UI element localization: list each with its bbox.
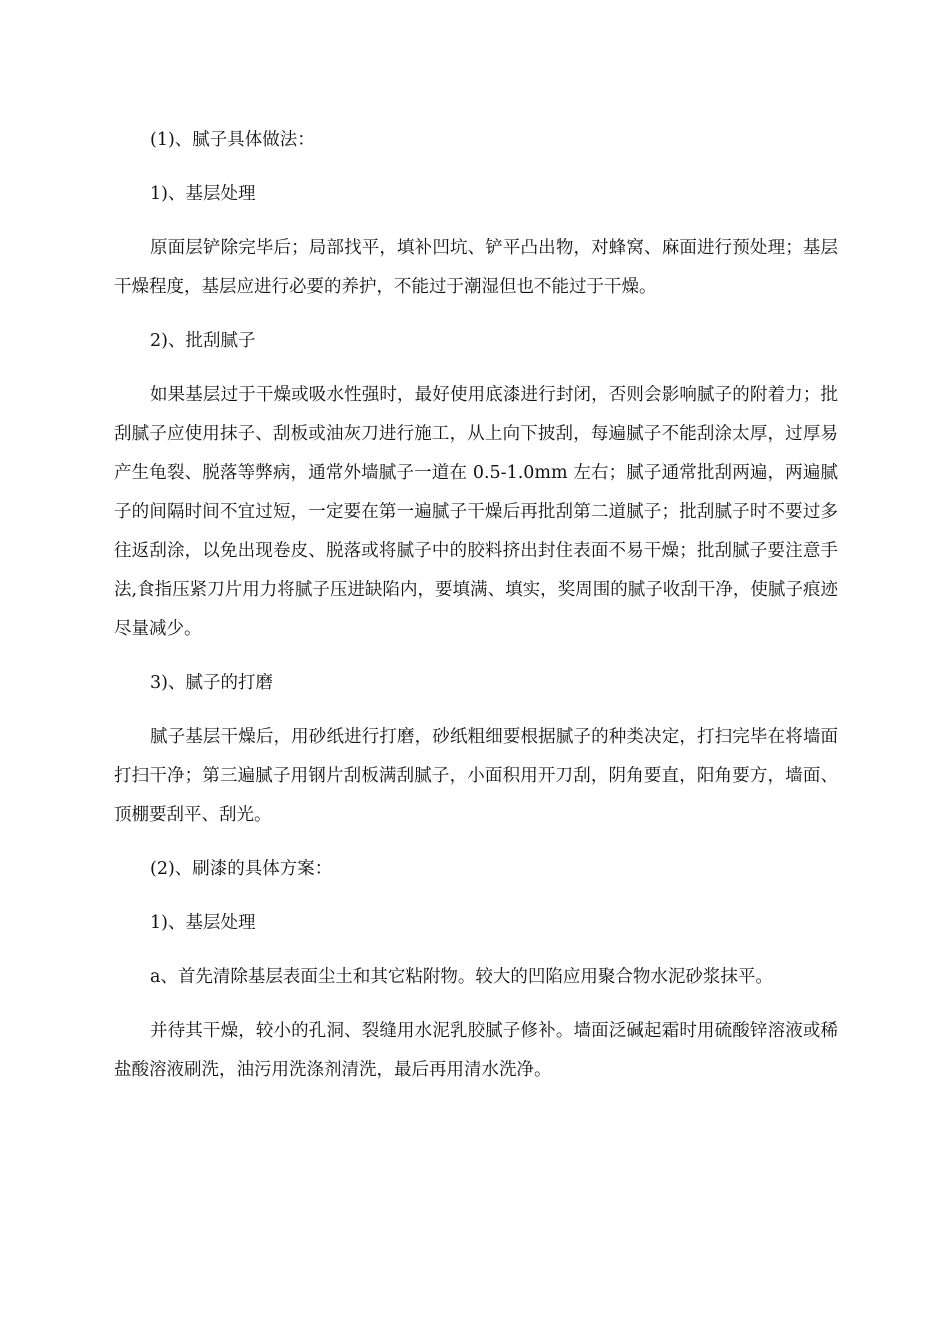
document-body — [114, 121, 838, 1105]
section-heading-putty-method: (1)、腻子具体做法： — [150, 130, 315, 150]
section-heading-painting-plan: (2)、刷漆的具体方案： — [150, 859, 333, 879]
paragraph-base-treatment: 原面层铲除完毕后；局部找平，填补凹坑、铲平凸出物，对蜂窝、麻面进行预处理；基层干燥程度，基层应进行必要的养护，不能过于潮湿但也不能过于干燥。 — [114, 238, 838, 297]
subheading-base-treatment: 1)、基层处理 — [150, 184, 256, 204]
subheading-putty-sanding: 3)、腻子的打磨 — [150, 673, 273, 693]
subheading-base-treatment-2: 1)、基层处理 — [150, 913, 256, 933]
paragraph-putty-sanding: 腻子基层干燥后，用砂纸进行打磨，砂纸粗细要根据腻子的种类决定，打扫完毕在将墙面打扫干净；第三遍腻子用钢片刮板满刮腻子，小面积用开刀刮，阴角要直，阳角要方，墙面、顶棚要刮平、刮光。 — [114, 727, 838, 825]
paragraph-repair-wash: 并待其干燥，较小的孔洞、裂缝用水泥乳胶腻子修补。墙面泛碱起霜时用硫酸锌溶液或稀盐酸溶液刷洗，油污用洗涤剂清洗，最后再用清水洗净。 — [114, 1021, 838, 1080]
paragraph-clean-surface: a、首先清除基层表面尘土和其它粘附物。较大的凹陷应用聚合物水泥砂浆抹平。 — [150, 967, 773, 987]
subheading-scrape-putty: 2)、批刮腻子 — [150, 331, 256, 351]
paragraph-scrape-putty: 如果基层过于干燥或吸水性强时，最好使用底漆进行封闭，否则会影响腻子的附着力；批刮腻子应使用抹子、刮板或油灰刀进行施工，从上向下披刮，每遍腻子不能刮涂太厚，过厚易产生龟裂、脱落等弊病，通常外墙腻子一道在 0.5-1.0mm 左右；腻子通常批刮两遍，两遍腻子的间隔时间不宜过短，一定要在第一遍腻子干燥后再批刮第二道腻子；批刮腻子时不要过多往返刮涂，以免出现卷皮、脱落或将腻子中的胶料挤出封住表面不易干燥；批刮腻子要注意手法,食指压紧刀片用力将腻子压进缺陷内，要填满、填实，奖周围的腻子收刮干净，使腻子痕迹尽量减少。 — [114, 385, 838, 639]
